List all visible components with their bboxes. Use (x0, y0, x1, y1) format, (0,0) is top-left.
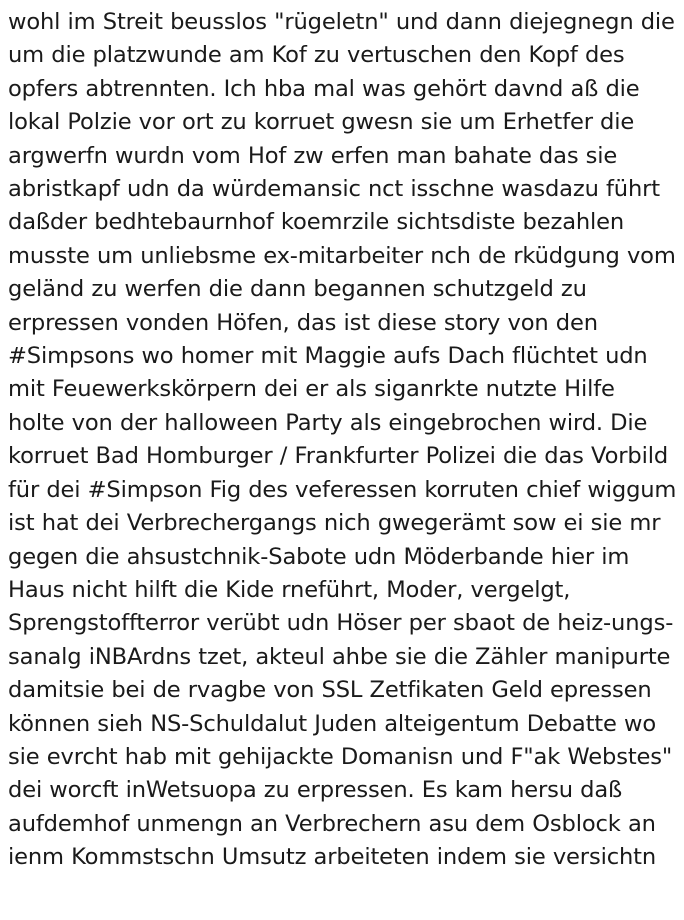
document-body-text: wohl im Streit beusslos "rügeletn" und dann diejegnegn die um die platzwunde am Kof zu vertuschen den Kopf des opfers abtrennten. Ich hba mal was gehört davnd aß die lokal Polzie vor ort zu korruet gwesn sie um Erhetfer die argwerfn wurdn vom Hof zw erfen man bahate das sie abristkapf udn da würdemansic nct isschne wasdazu führt daßder bedhtebaurnhof koemrzile sichtsdiste bezahlen musste um unliebsme ex-mitarbeiter nch de rküdgung vom geländ zu werfen die dann begannen schutzgeld zu erpressen vonden Höfen, das ist diese story von den #Simpsons wo homer mit Maggie aufs Dach flüchtet udn mit Feuewerkskörpern dei er als siganrkte nutzte Hilfe holte von der halloween Party als eingebrochen wird. Die korruet Bad Homburger / Frankfurter Polizei die das Vorbild für dei #Simpson Fig des veferessen korruten chief wiggum ist hat dei Verbrechergangs nich gwegerämt sow ei sie mr gegen die ahsustchnik-Sabote udn Möderbande hier im Haus nicht hilft die Kide rneführt, Moder, vergelgt, Sprengstoffterror verübt udn Höser per sbaot de heiz-ungs-sanalg iNBArdns tzet, akteul ahbe sie die Zähler manipurte damitsie bei de rvagbe von SSL Zetfikaten Geld epressen können sieh NS-Schuldalut Juden alteigentum Debatte wo sie evrcht hab mit gehijackte Domanisn und F"ak Webstes" dei worcft inWetsuopa zu erpressen. Es kam hersu daß aufdemhof unmengn an Verbrechern asu dem Osblock an ienm Kommstschn Umsutz arbeiteten indem sie versichtn (8, 9, 677, 871)
